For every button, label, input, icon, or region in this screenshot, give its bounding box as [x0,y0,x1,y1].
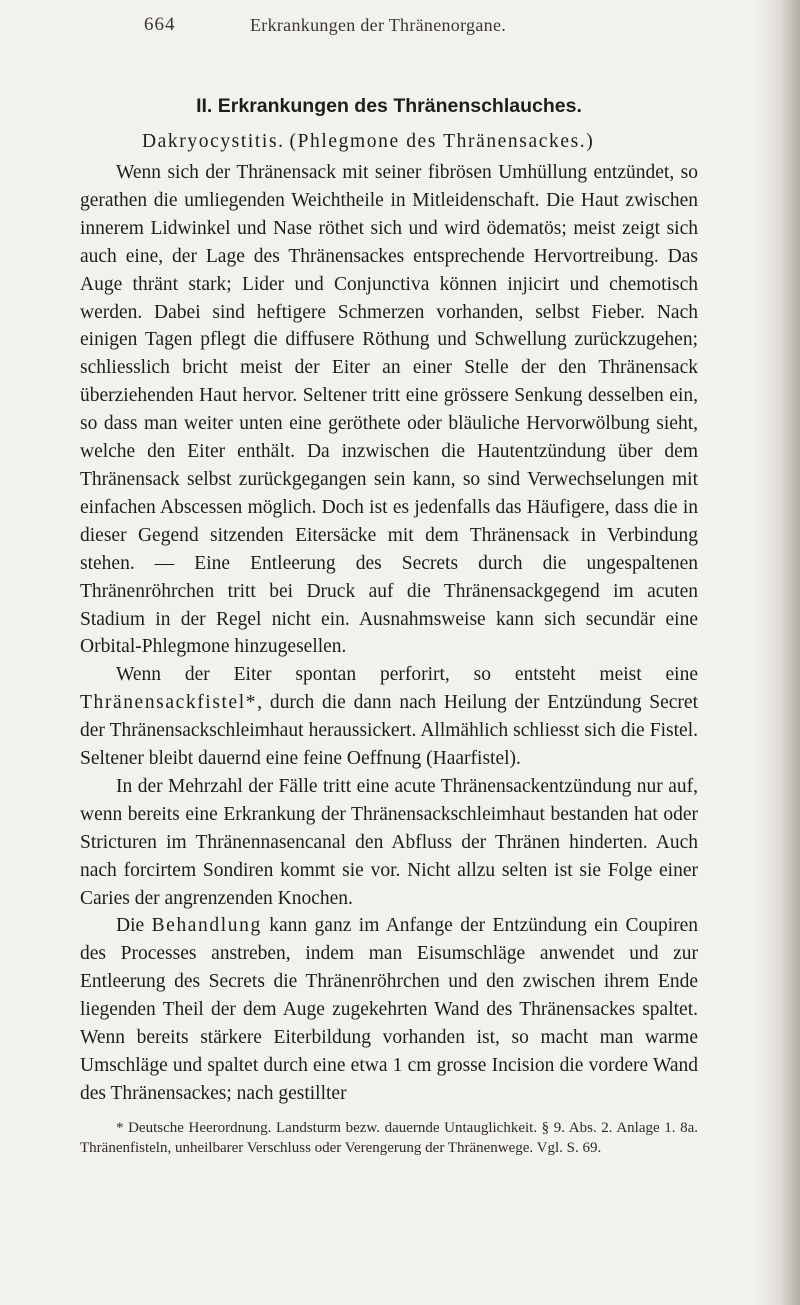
page-number: 664 [144,14,176,35]
page-header [144,14,704,40]
paragraph-etiology: In der Mehrzahl der Fälle tritt eine acute Thränensackentzündung nur auf, wenn bereits eine Erkrankung der Thränensackschleimhaut bestanden hat oder Stricturen im Thränennasencanal den Abfluss der Thränen hinderten. Auch nach forcirtem Sondiren kommt sie vor. Nicht allzu selten ist sie Folge einer Caries der angrenzenden Knochen. [80,775,698,909]
treatment-text-end: kann ganz im Anfange der Entzündung ein Coupiren des Processes anstreben, indem man Eisumschläge anwendet und zur Entleerung des Secrets die Thränenröhrchen und den zwischen ihrem Ende liegenden Theil der dem Auge zugekehrten Wand des Thränensackes spaltet. Wenn bereits stärkere Eiterbildung vorhanden ist, so macht man warme Umschläge und spaltet durch eine etwa 1 cm grosse Incision die vordere Wand des Thränensackes; nach gestillter [80,915,699,1104]
fistula-text-end: , durch die dann nach Heilung der Entzündung Secret der Thränensackschleimhaut heraussickert. Allmählich schliesst sich die Fistel. Seltener bleibt dauernd eine feine Oeffnung (Haarfistel). [80,692,698,770]
page-edge-shadow [754,0,800,1305]
subsection-title: Dakryocystitis. [142,131,285,152]
subsection-heading [80,128,698,156]
paragraph-treatment [80,912,698,1107]
footnote: * Deutsche Heerordnung. Landsturm bezw. dauernde Untauglichkeit. § 9. Abs. 2. Anlage 1. 8a. Thränenfisteln, unheilbarer Verschluss oder Verengerung der Thränenwege. Vgl. S. 69. [80,1119,698,1156]
treatment-term: Behandlung [151,915,262,937]
paragraph-clinical-course: Wenn sich der Thränensack mit seiner fibrösen Umhüllung entzündet, so gerathen die umliegenden Weichtheile in Mitleidenschaft. Die Haut zwischen innerem Lidwinkel und Nase röthet sich und wird ödematös; meist zeigt sich auch eine, der Lage des Thränensackes entsprechende Hervortreibung. Das Auge thränt stark; Lider und Conjunctiva können injicirt und chemotisch werden. Dabei sind heftigere Schmerzen vorhanden, selbst Fieber. Nach einigen Tagen pflegt die diffusere Röthung und Schwellung zurückzugehen; schliesslich bricht meist der Eiter an einer Stelle der den Thränensack überziehenden Haut hervor. Seltener tritt eine grössere Senkung desselben ein, so dass man weiter unten eine geröthete oder bläuliche Hervorwölbung sieht, welche den Eiter enthält. Da inzwischen die Hautentzündung über dem Thränensack selbst zurückgegangen sein kann, so sind Verwechselungen mit einfachen Abscessen möglich. Doch ist es jedenfalls das Häufigere, dass die in dieser Gegend sitzenden Eitersäcke mit dem Thränensack in Verbindung stehen. — Eine Entleerung des Secrets durch die ungespaltenen Thränenröhrchen tritt bei Druck auf die Thränensackgegend im acuten Stadium in der Regel nicht ein. Ausnahmsweise kann sich secundär eine Orbital-Phlegmone hinzugesellen. [80,162,698,658]
subsection-parenthetical: (Phlegmone des Thränensackes.) [289,131,595,152]
fistula-text-start: Wenn der Eiter spontan perforirt, so entsteht meist eine [116,664,698,686]
section-heading: II. Erkrankungen des Thränenschlauches. [196,95,582,117]
body-text [80,92,698,1158]
treatment-text-start: Die [116,915,145,937]
fistula-term: Thränensackfistel* [80,692,258,714]
running-head: Erkrankungen der Thränenorgane. [250,15,507,35]
paragraph-fistula [80,661,698,773]
